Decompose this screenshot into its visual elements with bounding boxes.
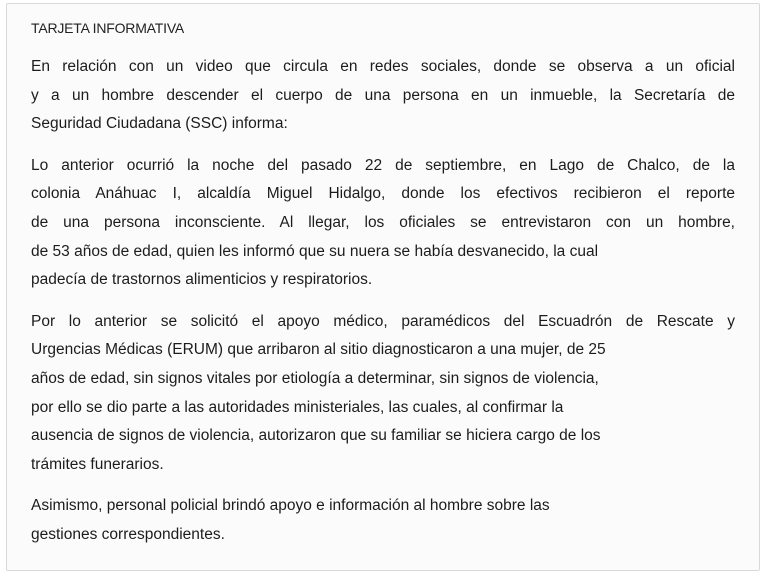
paragraph-line: Urgencias Médicas (ERUM) que arribaron al sitio diagnosticaron a una mujer, de 25 xyxy=(31,341,606,359)
paragraph-line: Lo anterior ocurrió la noche del pasado 22 de septiembre, en Lago de Chalco, de la xyxy=(31,156,735,174)
card-title: TARJETA INFORMATIVA xyxy=(31,20,185,36)
paragraph-4 xyxy=(31,492,735,549)
paragraph-line: En relación con un video que circula en redes sociales, donde se observa a un oficial xyxy=(31,58,735,75)
paragraph-line: por ello se dio parte a las autoridades ministeriales, las cuales, al confirmar la xyxy=(31,398,564,416)
paragraph-line: Seguridad Ciudadana (SSC) informa: xyxy=(31,115,288,133)
paragraph-3 xyxy=(31,308,735,480)
paragraph-1 xyxy=(31,53,735,139)
paragraph-line: gestiones correspondientes. xyxy=(31,525,225,543)
paragraph-line: y a un hombre descender el cuerpo de una persona en un inmueble, la Secretaría de xyxy=(31,86,735,104)
paragraph-line: Asimismo, personal policial brindó apoyo e información al hombre sobre las xyxy=(31,497,550,515)
paragraph-line: padecía de trastornos alimenticios y respiratorios. xyxy=(31,271,373,289)
paragraph-line: de 53 años de edad, quien les informó que su nuera se había desvanecido, la cual xyxy=(31,242,599,260)
info-card xyxy=(6,3,760,571)
paragraph-line: de una persona inconsciente. Al llegar, los oficiales se entrevistaron con un hombre, xyxy=(31,213,735,231)
paragraph-line: trámites funerarios. xyxy=(31,455,164,473)
paragraph-line: Por lo anterior se solicitó el apoyo médico, paramédicos del Escuadrón de Rescate y xyxy=(31,312,735,330)
paragraph-line: colonia Anáhuac I, alcaldía Miguel Hidalgo, donde los efectivos recibieron el reporte xyxy=(31,185,735,203)
paragraph-line: años de edad, sin signos vitales por etiología a determinar, sin signos de violencia, xyxy=(31,369,599,387)
paragraph-line: ausencia de signos de violencia, autorizaron que su familiar se hiciera cargo de los xyxy=(31,427,601,445)
paragraph-2 xyxy=(31,152,735,295)
